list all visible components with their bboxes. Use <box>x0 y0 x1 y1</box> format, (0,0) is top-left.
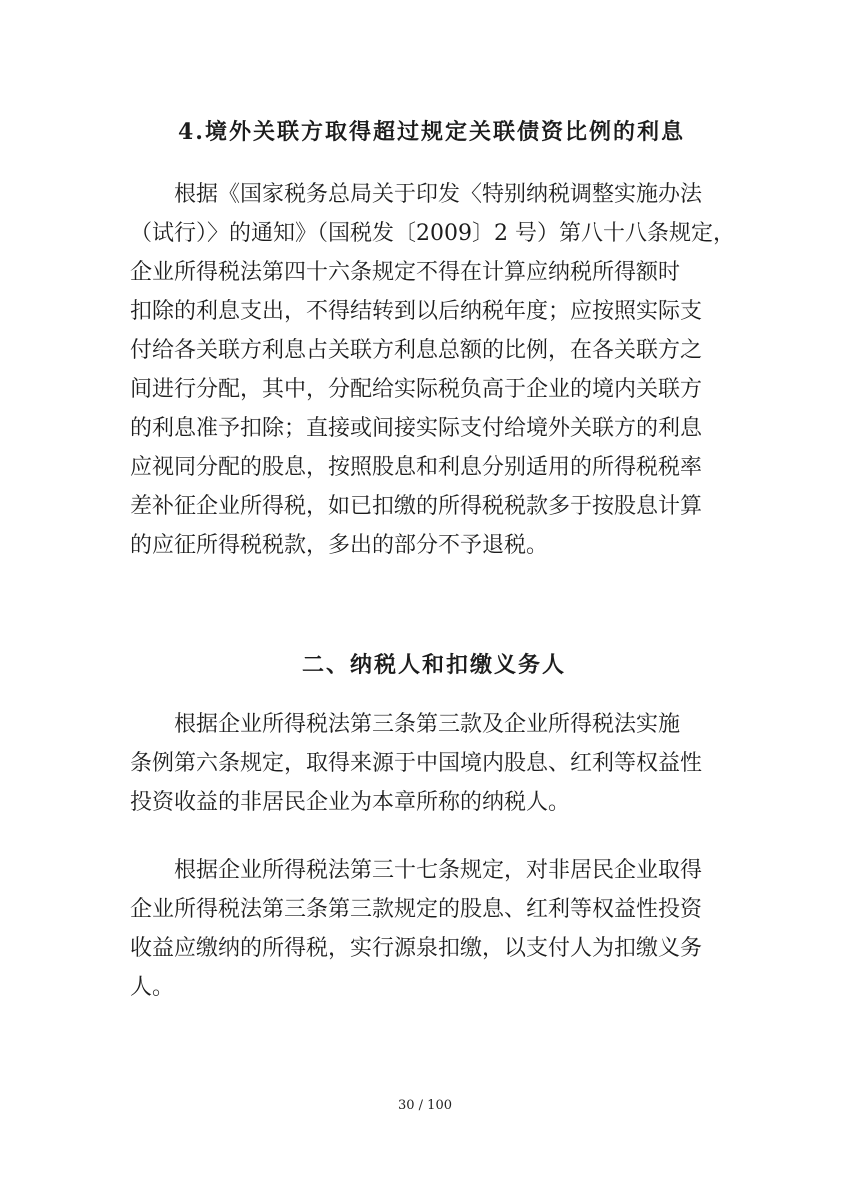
page-number: 30 / 100 <box>398 1098 452 1113</box>
paragraph-line: 投资收益的非居民企业为本章所称的纳税人。 <box>130 790 571 815</box>
subheading: 4.境外关联方取得超过规定关联债资比例的利息 <box>178 119 685 145</box>
paragraph-taxpayer <box>130 705 730 822</box>
paragraph-line: 的利息准予扣除；直接或间接实际支付给境外关联方的利息 <box>130 416 703 441</box>
paragraph-line: （试行）〉的通知》（国税发〔2009〕2 号）第八十八条规定， <box>130 221 735 246</box>
paragraph-line: 根据《国家税务总局关于印发〈特别纳税调整实施办法 <box>130 182 703 207</box>
paragraph-line: 付给各关联方利息占关联方利息总额的比例，在各关联方之 <box>130 338 703 363</box>
paragraph-line: 收益应缴纳的所得税，实行源泉扣缴，以支付人为扣缴义务 <box>130 936 703 961</box>
paragraph-line: 人。 <box>130 975 175 1000</box>
paragraph-interest-treatment <box>130 175 735 565</box>
paragraph-line: 应视同分配的股息，按照股息和利息分别适用的所得税税率 <box>130 455 703 480</box>
paragraph-line: 企业所得税法第三条第三款规定的股息、红利等权益性投资 <box>130 897 703 922</box>
paragraph-line: 根据企业所得税法第三条第三款及企业所得税法实施 <box>130 712 681 737</box>
paragraph-line: 间进行分配，其中，分配给实际税负高于企业的境内关联方 <box>130 377 703 402</box>
section-heading: 二、纳税人和扣缴义务人 <box>302 652 567 678</box>
paragraph-line: 扣除的利息支出，不得结转到以后纳税年度；应按照实际支 <box>130 299 703 324</box>
paragraph-withholding-agent <box>130 851 730 1007</box>
paragraph-line: 条例第六条规定，取得来源于中国境内股息、红利等权益性 <box>130 751 703 776</box>
paragraph-line: 的应征所得税税款，多出的部分不予退税。 <box>130 533 549 558</box>
paragraph-line: 企业所得税法第四十六条规定不得在计算应纳税所得额时 <box>130 260 681 285</box>
paragraph-line: 差补征企业所得税，如已扣缴的所得税税款多于按股息计算 <box>130 494 703 519</box>
paragraph-line: 根据企业所得税法第三十七条规定，对非居民企业取得 <box>130 858 703 883</box>
